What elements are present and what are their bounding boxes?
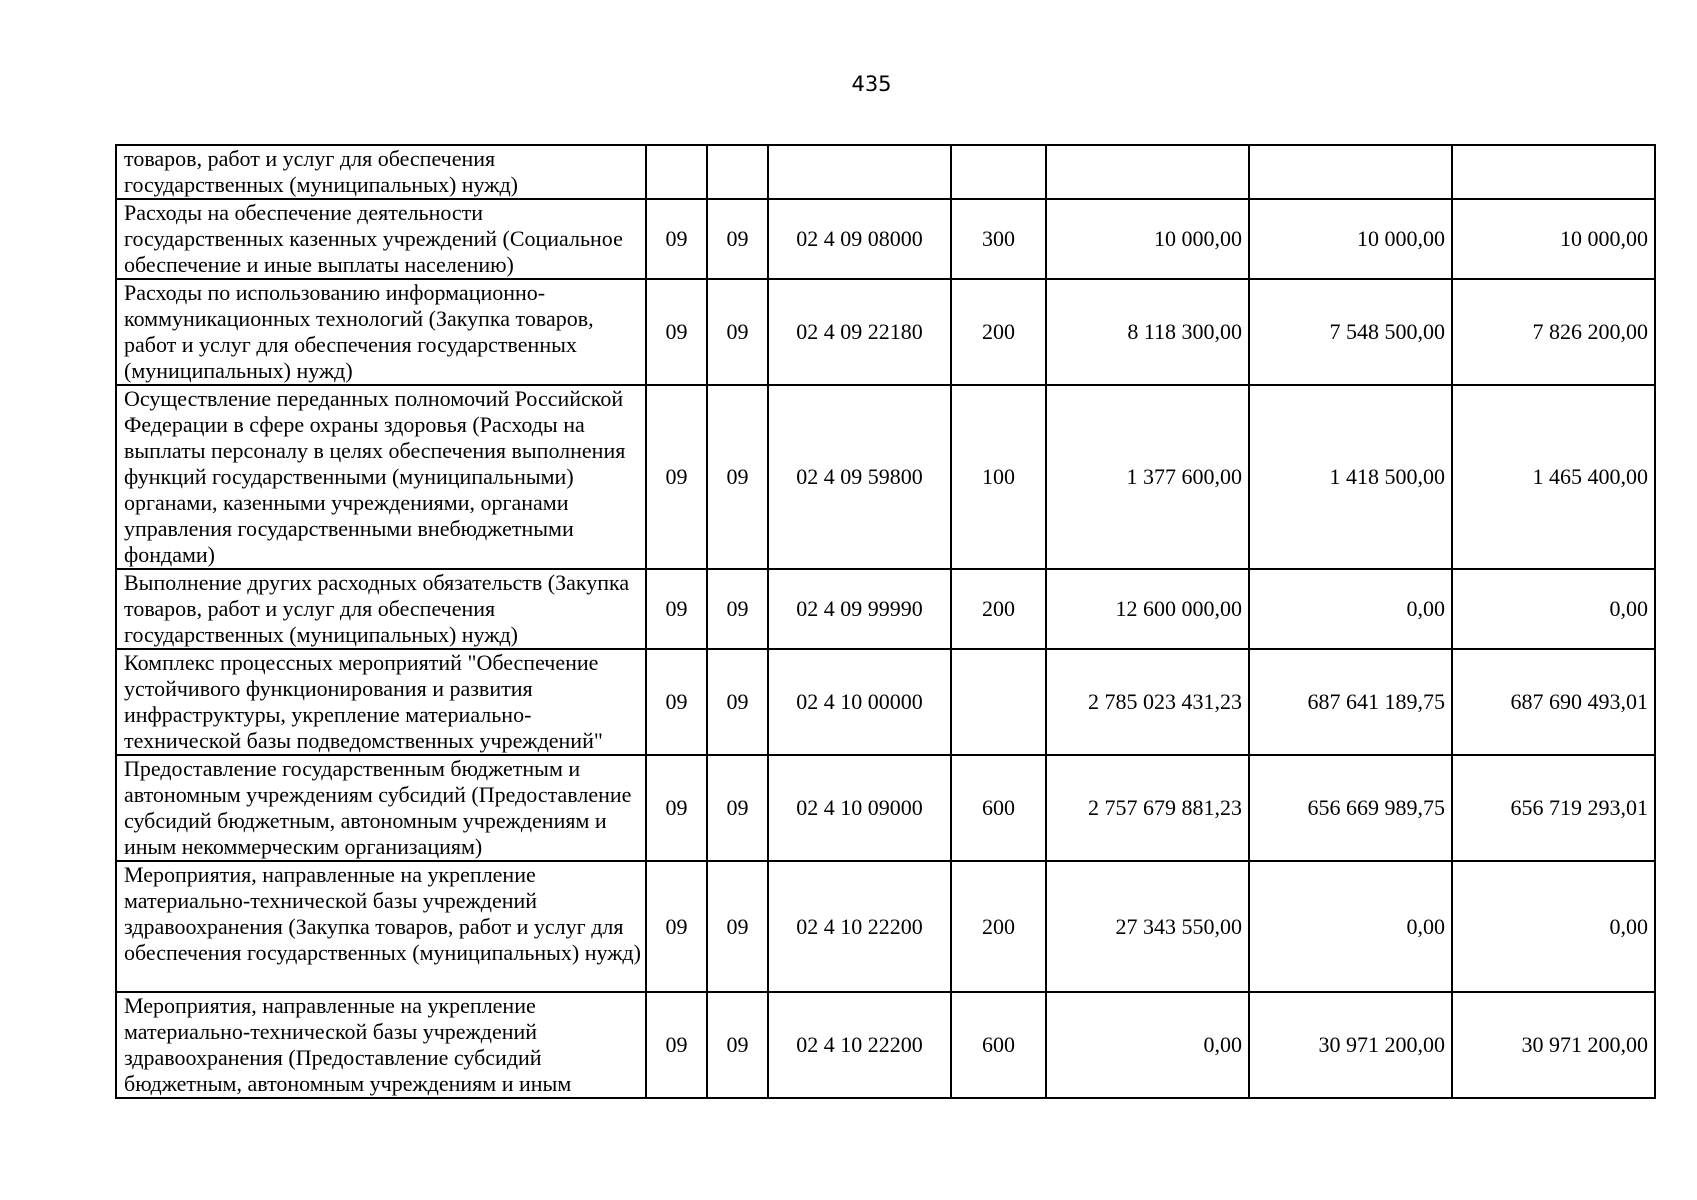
table-row — [116, 569, 1655, 649]
section-code-cell: 09 — [646, 279, 707, 385]
section-code-cell: 09 — [646, 385, 707, 569]
table-row — [116, 279, 1655, 385]
target-article-cell: 02 4 10 22200 — [768, 992, 951, 1098]
expense-type-cell: 100 — [951, 385, 1046, 569]
amount-year1-cell: 1 377 600,00 — [1046, 385, 1249, 569]
expense-type-cell: 300 — [951, 199, 1046, 279]
target-article-cell: 02 4 10 00000 — [768, 649, 951, 755]
expense-type-cell: 200 — [951, 569, 1046, 649]
subsection-code-cell: 09 — [707, 755, 768, 861]
subsection-code-cell — [707, 145, 768, 199]
amount-year2-cell: 30 971 200,00 — [1249, 992, 1452, 1098]
amount-year1-cell: 27 343 550,00 — [1046, 861, 1249, 992]
expense-type-cell: 600 — [951, 755, 1046, 861]
target-article-cell: 02 4 09 99990 — [768, 569, 951, 649]
expense-name-cell: Осуществление переданных полномочий Российской Федерации в сфере охраны здоровья (Расходы на выплаты персоналу в целях обеспечения выполнения функций государственными (муниципальными) органами, казенными учреждениями, органами управления государственными внебюджетными фондами) — [116, 385, 646, 569]
page-number: 435 — [851, 72, 892, 96]
amount-year3-cell: 687 690 493,01 — [1452, 649, 1655, 755]
section-code-cell: 09 — [646, 199, 707, 279]
expense-type-cell — [951, 649, 1046, 755]
amount-year2-cell — [1249, 145, 1452, 199]
amount-year3-cell: 1 465 400,00 — [1452, 385, 1655, 569]
subsection-code-cell: 09 — [707, 649, 768, 755]
amount-year3-cell: 656 719 293,01 — [1452, 755, 1655, 861]
table-body — [116, 145, 1655, 1098]
amount-year2-cell: 687 641 189,75 — [1249, 649, 1452, 755]
expense-name-cell: Расходы на обеспечение деятельности государственных казенных учреждений (Социальное обеспечение и иные выплаты населению) — [116, 199, 646, 279]
amount-year2-cell: 1 418 500,00 — [1249, 385, 1452, 569]
expense-name-cell: Мероприятия, направленные на укрепление материально-технической базы учреждений здравоохранения (Предоставление субсидий бюджетным, автономным учреждениям и иным — [116, 992, 646, 1098]
subsection-code-cell: 09 — [707, 992, 768, 1098]
section-code-cell: 09 — [646, 755, 707, 861]
target-article-cell: 02 4 09 59800 — [768, 385, 951, 569]
budget-table — [115, 144, 1656, 1099]
expense-type-cell: 200 — [951, 861, 1046, 992]
amount-year1-cell: 2 757 679 881,23 — [1046, 755, 1249, 861]
amount-year2-cell: 7 548 500,00 — [1249, 279, 1452, 385]
target-article-cell — [768, 145, 951, 199]
amount-year3-cell: 30 971 200,00 — [1452, 992, 1655, 1098]
expense-type-cell: 200 — [951, 279, 1046, 385]
amount-year1-cell: 8 118 300,00 — [1046, 279, 1249, 385]
target-article-cell: 02 4 10 09000 — [768, 755, 951, 861]
subsection-code-cell: 09 — [707, 569, 768, 649]
expense-type-cell — [951, 145, 1046, 199]
table-row — [116, 199, 1655, 279]
amount-year1-cell: 2 785 023 431,23 — [1046, 649, 1249, 755]
amount-year1-cell: 12 600 000,00 — [1046, 569, 1249, 649]
table-row — [116, 992, 1655, 1098]
amount-year2-cell: 656 669 989,75 — [1249, 755, 1452, 861]
expense-name-cell: товаров, работ и услуг для обеспечения государственных (муниципальных) нужд) — [116, 145, 646, 199]
section-code-cell: 09 — [646, 569, 707, 649]
amount-year2-cell: 0,00 — [1249, 569, 1452, 649]
table-row — [116, 755, 1655, 861]
section-code-cell: 09 — [646, 649, 707, 755]
expense-name-cell: Выполнение других расходных обязательств (Закупка товаров, работ и услуг для обеспечения государственных (муниципальных) нужд) — [116, 569, 646, 649]
target-article-cell: 02 4 10 22200 — [768, 861, 951, 992]
section-code-cell — [646, 145, 707, 199]
expense-name-cell: Предоставление государственным бюджетным и автономным учреждениям субсидий (Предоставление субсидий бюджетным, автономным учреждениям и иным некоммерческим организациям) — [116, 755, 646, 861]
expense-type-cell: 600 — [951, 992, 1046, 1098]
amount-year1-cell: 10 000,00 — [1046, 199, 1249, 279]
amount-year3-cell: 10 000,00 — [1452, 199, 1655, 279]
section-code-cell: 09 — [646, 992, 707, 1098]
expense-name-cell: Комплекс процессных мероприятий "Обеспечение устойчивого функционирования и развития инфраструктуры, укрепление материально-технической базы подведомственных учреждений" — [116, 649, 646, 755]
amount-year3-cell: 0,00 — [1452, 569, 1655, 649]
table-row — [116, 861, 1655, 992]
table-row — [116, 385, 1655, 569]
amount-year3-cell: 7 826 200,00 — [1452, 279, 1655, 385]
amount-year2-cell: 10 000,00 — [1249, 199, 1452, 279]
amount-year3-cell: 0,00 — [1452, 861, 1655, 992]
subsection-code-cell: 09 — [707, 199, 768, 279]
section-code-cell: 09 — [646, 861, 707, 992]
subsection-code-cell: 09 — [707, 279, 768, 385]
amount-year1-cell: 0,00 — [1046, 992, 1249, 1098]
amount-year2-cell: 0,00 — [1249, 861, 1452, 992]
subsection-code-cell: 09 — [707, 861, 768, 992]
table-row — [116, 145, 1655, 199]
expense-name-cell: Расходы по использованию информационно-коммуникационных технологий (Закупка товаров, работ и услуг для обеспечения государственных (муниципальных) нужд) — [116, 279, 646, 385]
table-row — [116, 649, 1655, 755]
amount-year3-cell — [1452, 145, 1655, 199]
expense-name-cell: Мероприятия, направленные на укрепление материально-технической базы учреждений здравоохранения (Закупка товаров, работ и услуг для обеспечения государственных (муниципальных) нужд) — [116, 861, 646, 992]
subsection-code-cell: 09 — [707, 385, 768, 569]
target-article-cell: 02 4 09 08000 — [768, 199, 951, 279]
amount-year1-cell — [1046, 145, 1249, 199]
target-article-cell: 02 4 09 22180 — [768, 279, 951, 385]
